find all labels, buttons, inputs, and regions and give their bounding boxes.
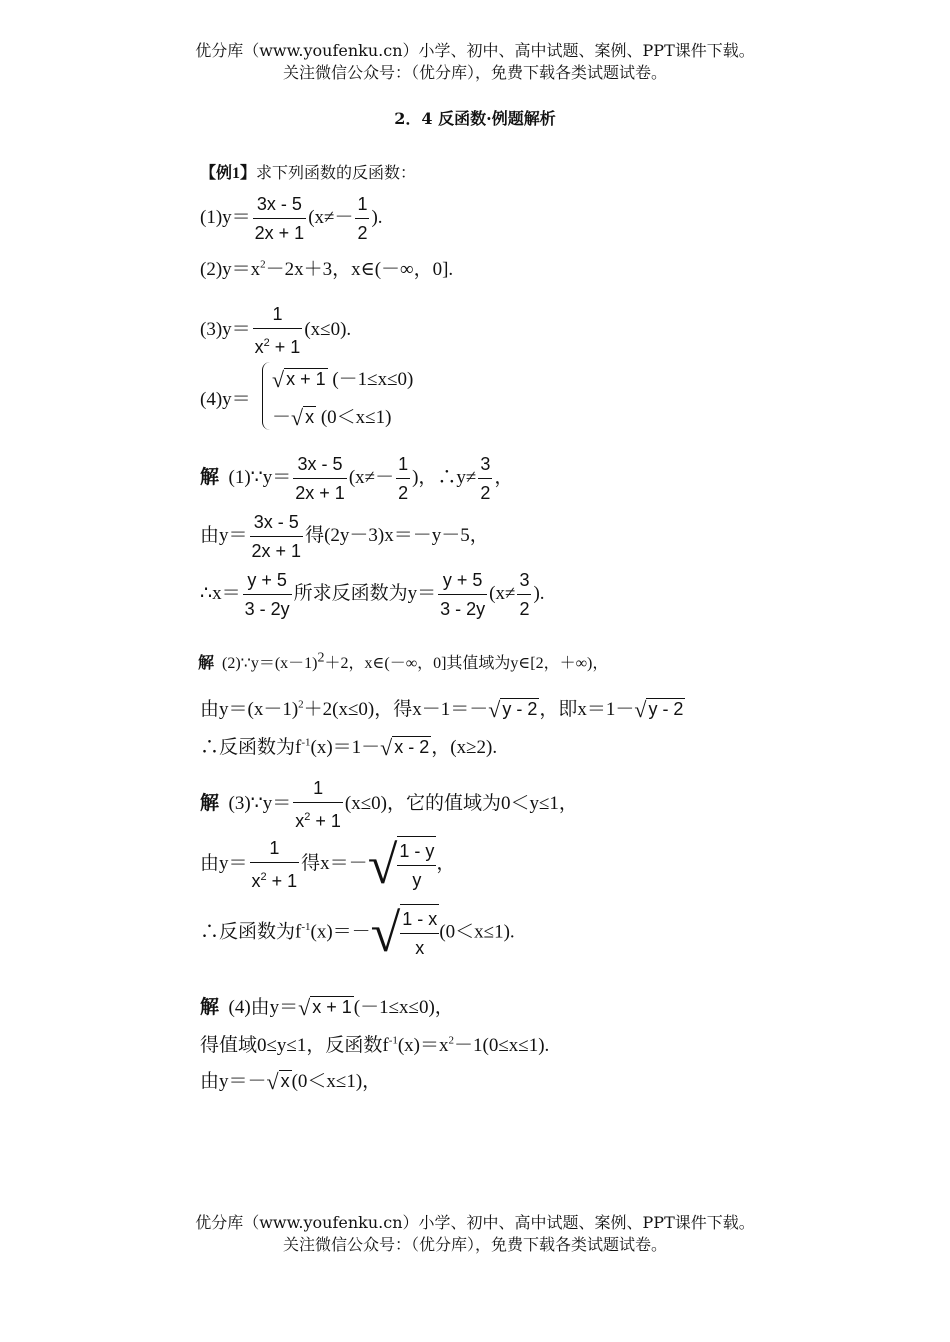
s3-l2-root: √ $\frac{1 - y}{y}$ bbox=[367, 834, 435, 895]
s2-l3-exponent: -1 bbox=[301, 736, 311, 749]
solution-3-line-1 bbox=[200, 774, 578, 835]
s2-l2-root: √ y - 2 bbox=[488, 697, 538, 722]
s3-den1-tail: + 1 bbox=[310, 811, 341, 831]
s2-l2-radicand: y - 2 bbox=[502, 699, 538, 719]
page-header bbox=[0, 40, 950, 84]
q3-prefix: (3)y＝ bbox=[200, 318, 251, 340]
s1-l3-b: 所求反函数为y＝ bbox=[293, 582, 437, 604]
question-4-case-1 bbox=[272, 364, 413, 393]
s4-l3-radicand: x bbox=[280, 1071, 290, 1091]
q4-case1-radicand: x + 1 bbox=[286, 369, 326, 389]
s1-fraction-3 bbox=[243, 566, 292, 623]
s1-three-halves-2 bbox=[517, 566, 531, 623]
s2-l3-radicand: x - 2 bbox=[394, 737, 430, 757]
s1-den1: 2x + 1 bbox=[295, 483, 345, 503]
solution-2-line-2 bbox=[200, 694, 685, 723]
s4-l1-b: (－1≤x≤0)， bbox=[353, 997, 454, 1018]
q4-brace bbox=[262, 362, 271, 430]
q1-denominator: 2x + 1 bbox=[254, 223, 305, 243]
s3-den2-exp: 2 bbox=[260, 871, 267, 883]
solution-1-line-2 bbox=[200, 508, 489, 565]
s3-l3-root: √ $\frac{1 - x}{x}$ bbox=[370, 903, 438, 963]
s3-l1-b: (x≤0)，它的值域为0＜y≤1， bbox=[344, 792, 578, 814]
s3-l3-a: ∴反函数为f bbox=[200, 921, 302, 943]
page-footer bbox=[0, 1212, 950, 1256]
s1-fraction-1 bbox=[293, 450, 347, 507]
solution-2-line-3 bbox=[200, 732, 497, 761]
s1-l2-num: 3x - 5 bbox=[250, 508, 304, 537]
s1-l3-a: ∴x＝ bbox=[200, 582, 241, 604]
question-1 bbox=[200, 190, 383, 247]
s1-three-halves bbox=[478, 450, 492, 507]
s4-l2-exponent-2: 2 bbox=[448, 1034, 455, 1047]
s2-l3-c: ，(x≥2). bbox=[431, 737, 498, 758]
page-title: 2．4 反函数·例题解析 bbox=[394, 109, 556, 128]
s3-l1-a: (3)∵y＝ bbox=[228, 792, 292, 814]
example-prompt: 求下列函数的反函数： bbox=[256, 165, 417, 182]
solution-4-line-1 bbox=[200, 992, 454, 1021]
s1-th2-den: 2 bbox=[519, 599, 530, 619]
question-4-case-2 bbox=[272, 402, 391, 431]
s1-half-den: 2 bbox=[398, 483, 409, 503]
solution-3-label: 解 bbox=[200, 792, 220, 814]
s4-l2-a: 得值域0≤y≤1，反函数f bbox=[200, 1035, 389, 1056]
s3-l2-a: 由y＝ bbox=[200, 852, 248, 874]
solution-3-line-2 bbox=[200, 834, 455, 895]
s3-num1: 1 bbox=[293, 774, 343, 803]
q2-rest: －2x＋3，x∈(－∞，0]. bbox=[265, 259, 454, 280]
s1-den3: 3 - 2y bbox=[244, 599, 290, 619]
s3-l2-c: ， bbox=[436, 852, 456, 874]
example-heading bbox=[200, 160, 416, 183]
s1-half-num: 1 bbox=[396, 450, 410, 479]
s3-l2-root-den: y bbox=[412, 869, 422, 890]
s3-l3-exponent: -1 bbox=[301, 921, 311, 934]
s1-th-num: 3 bbox=[478, 450, 492, 479]
question-4-prefix: (4)y＝ bbox=[200, 389, 251, 410]
s1-fraction-2 bbox=[250, 508, 304, 565]
q1-fraction bbox=[253, 190, 307, 247]
s4-l2-exponent: -1 bbox=[388, 1034, 398, 1047]
s3-l3-b: (x)＝－ bbox=[310, 921, 371, 943]
s1-num3: y + 5 bbox=[243, 566, 292, 595]
s4-l3-a: 由y＝－ bbox=[200, 1071, 267, 1092]
footer-line-2: 关注微信公众号：（优分库），免费下载各类试题试卷。 bbox=[282, 1235, 667, 1254]
s1-num4: y + 5 bbox=[438, 566, 487, 595]
q3-den-tail: + 1 bbox=[269, 337, 301, 357]
solution-4-label: 解 bbox=[200, 997, 220, 1018]
s2-l2-c: ，即x＝1－ bbox=[539, 699, 635, 720]
header-line-2: 关注微信公众号：（优分库），免费下载各类试题试卷。 bbox=[282, 63, 667, 82]
solution-1-line-3 bbox=[200, 566, 545, 623]
q3-den-x: x bbox=[254, 337, 264, 357]
q4-case1-condition: (－1≤x≤0) bbox=[332, 369, 414, 390]
q3-suffix: (x≤0). bbox=[304, 318, 352, 340]
question-2 bbox=[200, 254, 453, 281]
solution-3-line-3 bbox=[200, 904, 515, 962]
q2-text: (2)y＝x bbox=[200, 259, 261, 280]
q4-case2-radicand: x bbox=[305, 407, 315, 427]
s1-l2-b: 得(2y－3)x＝－y－5， bbox=[305, 524, 489, 546]
s2-l1-b: ＋2，x∈(－∞，0]其值域为y∈[2，＋∞)， bbox=[324, 655, 609, 672]
q1-half-den: 2 bbox=[357, 223, 368, 243]
s4-l3-b: (0＜x≤1)， bbox=[291, 1071, 382, 1092]
s3-l3-c: (0＜x≤1). bbox=[439, 921, 515, 943]
s4-l1-root: √ x + 1 bbox=[298, 995, 352, 1020]
s1-l1-b: (x≠－ bbox=[348, 466, 395, 488]
s1-num1: 3x - 5 bbox=[293, 450, 347, 479]
s2-l1-a: (2)∵y＝(x－1) bbox=[222, 655, 318, 672]
s3-l2-root-num: 1 - y bbox=[397, 837, 436, 866]
q2-exponent: 2 bbox=[260, 258, 266, 271]
s3-fraction-1 bbox=[293, 774, 343, 835]
s2-l2-radicand-2: y - 2 bbox=[648, 699, 684, 719]
s1-l1-c: )，∴y≠ bbox=[412, 466, 477, 488]
q1-condition: (x≠－ bbox=[308, 206, 354, 228]
q3-denominator bbox=[253, 329, 303, 361]
s4-l3-root: √ x bbox=[266, 1069, 290, 1094]
s2-l3-a: ∴反函数为f bbox=[200, 737, 302, 758]
s1-den4: 3 - 2y bbox=[440, 599, 486, 619]
s3-fraction-2 bbox=[250, 834, 300, 895]
q4-case1-root: √ x + 1 bbox=[272, 367, 326, 392]
s1-half bbox=[396, 450, 410, 507]
s4-l2-b: (x)＝x bbox=[397, 1035, 449, 1056]
s3-den1 bbox=[293, 803, 343, 835]
s3-den2-tail: + 1 bbox=[266, 871, 298, 891]
s3-den2 bbox=[250, 863, 300, 895]
q3-den-exponent: 2 bbox=[263, 337, 270, 349]
s2-l3-root: √ x - 2 bbox=[380, 735, 430, 760]
s1-l1-a: (1)∵y＝ bbox=[228, 466, 292, 488]
s1-l1-d: ， bbox=[494, 466, 514, 488]
s1-th2-num: 3 bbox=[517, 566, 531, 595]
q3-numerator: 1 bbox=[253, 300, 303, 329]
q4-case2-condition: (0＜x≤1) bbox=[320, 407, 392, 428]
s4-l2-c: －1(0≤x≤1). bbox=[454, 1035, 550, 1056]
s2-l2-b: ＋2(x≤0)，得x－1＝－ bbox=[303, 699, 489, 720]
s1-l2-a: 由y＝ bbox=[200, 524, 248, 546]
s1-fraction-4 bbox=[438, 566, 487, 623]
s1-l3-c: (x≠ bbox=[489, 582, 516, 604]
q1-suffix: ). bbox=[371, 206, 383, 228]
s4-l1-radicand: x + 1 bbox=[312, 997, 352, 1017]
s1-th-den: 2 bbox=[480, 483, 491, 503]
s3-l3-root-num: 1 - x bbox=[400, 905, 439, 934]
s2-l1-exponent: 2 bbox=[317, 650, 325, 666]
example-label: 【例1】 bbox=[200, 165, 257, 182]
solution-1-line-1 bbox=[200, 450, 513, 507]
header-line-1: 优分库（www.youfenku.cn）小学、初中、高中试题、案例、PPT课件下载。 bbox=[195, 41, 755, 60]
s3-l3-root-den: x bbox=[415, 938, 425, 958]
solution-1-label: 解 bbox=[200, 466, 220, 488]
s1-l2-den: 2x + 1 bbox=[251, 541, 302, 561]
question-3 bbox=[200, 300, 351, 361]
footer-line-1: 优分库（www.youfenku.cn）小学、初中、高中试题、案例、PPT课件下载。 bbox=[195, 1213, 755, 1232]
q1-half-num: 1 bbox=[355, 190, 369, 219]
s4-l1-a: (4)由y＝ bbox=[228, 997, 299, 1018]
s2-l2-a: 由y＝(x－1) bbox=[200, 699, 299, 720]
s2-l2-root-2: √ y - 2 bbox=[634, 697, 684, 722]
q1-half bbox=[355, 190, 369, 247]
solution-2-line-1 bbox=[198, 650, 608, 673]
s3-den1-exp: 2 bbox=[304, 811, 311, 823]
s2-l3-b: (x)＝1－ bbox=[310, 737, 381, 758]
s3-den2-x: x bbox=[251, 871, 261, 891]
solution-4-line-3 bbox=[200, 1066, 381, 1095]
s1-l3-d: ). bbox=[533, 582, 545, 604]
q4-case2-root: √ x bbox=[291, 405, 315, 430]
s2-l2-exponent: 2 bbox=[298, 698, 304, 711]
s3-l2-b: 得x＝－ bbox=[301, 852, 368, 874]
solution-4-line-2 bbox=[200, 1030, 549, 1057]
s3-den1-x: x bbox=[295, 811, 305, 831]
s3-num2: 1 bbox=[250, 834, 300, 863]
q4-case2-sign: － bbox=[272, 407, 292, 428]
q1-numerator: 3x - 5 bbox=[253, 190, 307, 219]
solution-2-label: 解 bbox=[198, 655, 215, 672]
q3-fraction bbox=[253, 300, 303, 361]
q1-prefix: (1)y＝ bbox=[200, 206, 251, 228]
